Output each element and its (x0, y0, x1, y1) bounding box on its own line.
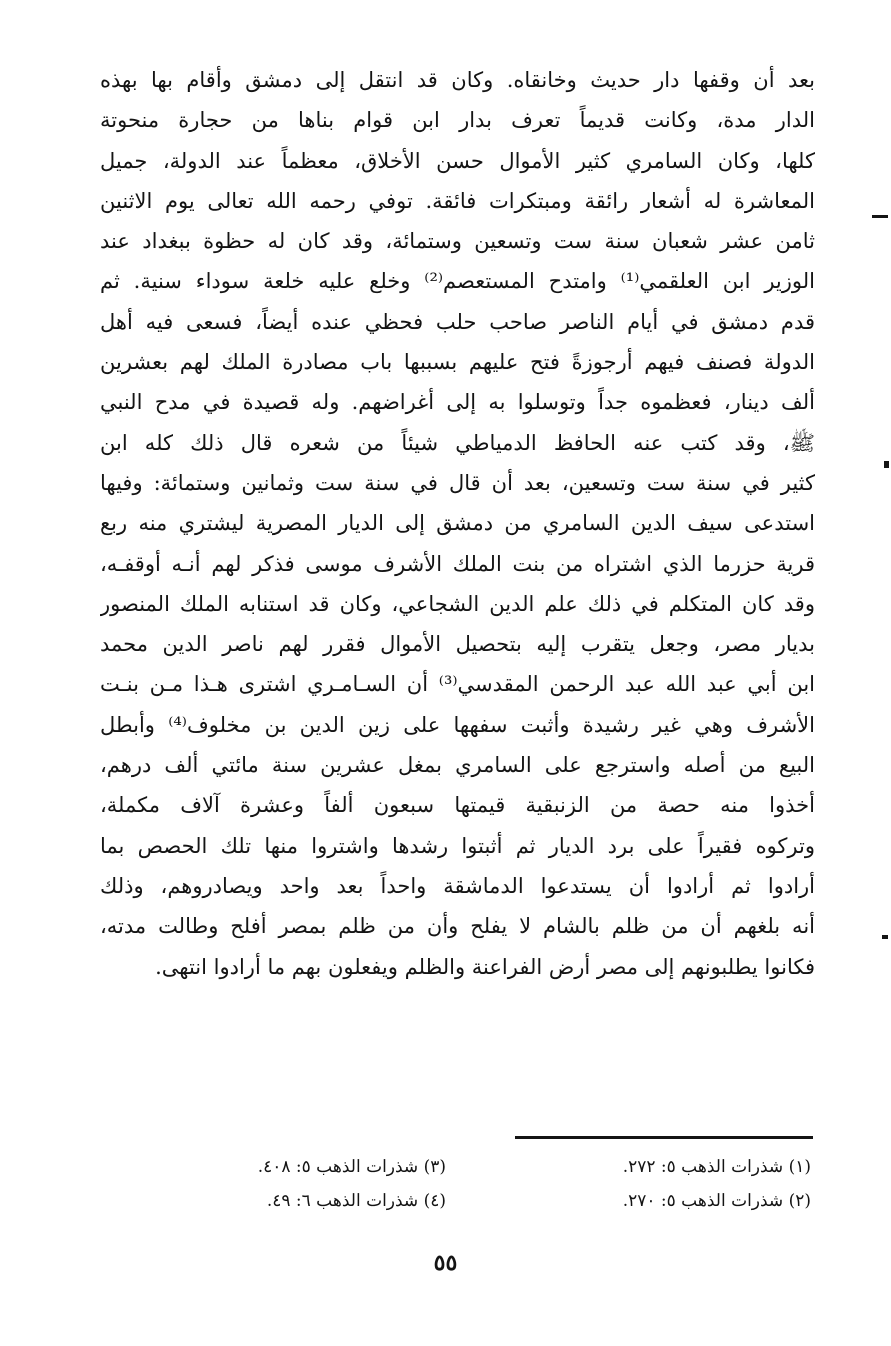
text-line: ابن أبي عبد الله عبد الرحمن المقدسي⁽³⁾ أن السـامـري اشترى هـذا مـن بنـت (100, 672, 815, 697)
footnote-separator (515, 1136, 813, 1139)
text-line: بديار مصر، وجعل يتقرب إليه بتحصيل الأموال فقرر لهم ناصر الدين محمد (100, 632, 815, 657)
margin-mark (882, 935, 888, 939)
text-line: وقد كان المتكلم في ذلك علم الدين الشجاعي، وكان قد استنابه الملك المنصور (100, 591, 815, 616)
text-line: ثامن عشر شعبان سنة ست وتسعين وستمائة، وقد كان له حظوة ببغداد عند (100, 229, 815, 254)
text-line: المعاشرة له أشعار رائقة ومبتكرات فائقة. توفي رحمه الله تعالى يوم الاثنين (100, 188, 815, 213)
text-line: فكانوا يطلبونهم إلى مصر أرض الفراعنة والظلم ويفعلون بهم ما أرادوا انتهى. (155, 954, 815, 979)
text-line: أرادوا ثم أرادوا أن يستدعوا الدماشقة واحداً بعد واحد ويصادروهم، وذلك (100, 873, 815, 898)
margin-mark (884, 461, 889, 468)
text-line: قرية حزرما الذي اشتراه من بنت الملك الأشرف موسى فذكر لهم أنـه أوقفـه، (100, 551, 815, 576)
footnote-2: (٢) شذرات الذهب ٥: ٢٧٠. (622, 1191, 811, 1211)
text-line: وتركوه فقيراً على برد الديار ثم أثبتوا رشدها واشتروا منها تلك الحصص بما (100, 833, 815, 858)
text-line: كلها، وكان السامري كثير الأموال حسن الأخلاق، معظماً عند الدولة، جميل (100, 148, 815, 173)
footnote-3: (٣) شذرات الذهب ٥: ٤٠٨. (257, 1157, 446, 1177)
text-line: ألف دينار، فعظموه جداً وتوسلوا به إلى أغراضهم. وله قصيدة في مدح النبي (100, 390, 815, 415)
footnote-1: (١) شذرات الذهب ٥: ٢٧٢. (622, 1157, 811, 1177)
margin-mark (872, 215, 888, 218)
footnotes-column-left (186, 1150, 446, 1218)
text-line: الدولة فصنف فيهم أرجوزةً فتح عليهم بسببها باب مصادرة الملك لهم بعشرين (100, 350, 815, 375)
text-line: أخذوا منه حصة من الزنبقية قيمتها سبعون ألفاً وعشرة آلاف مكملة، (100, 793, 815, 818)
footnote-4: (٤) شذرات الذهب ٦: ٤٩. (266, 1191, 446, 1211)
text-line: قدم دمشق في أيام الناصر صاحب حلب فحظي عنده أيضاً، فسعى فيه أهل (100, 309, 815, 334)
text-line: البيع من أصله واسترجع على السامري بمغل عشرين سنة مائتي ألف درهم، (100, 753, 815, 778)
text-line: الدار مدة، وكانت قديماً تعرف بدار ابن قوام بناها من حجارة منحوتة (100, 108, 815, 133)
text-line: كثير في سنة ست وتسعين، بعد أن قال في سنة ست وثمانين وستمائة: وفيها (100, 470, 815, 495)
text-line: بعد أن وقفها دار حديث وخانقاه. وكان قد انتقل إلى دمشق وأقام بها بهذه (100, 68, 815, 92)
text-line: أنه بلغهم أن من ظلم بالشام لا يفلح وأن من ظلم بمصر أفلح وطالت مدته، (100, 914, 815, 939)
main-text-block (100, 60, 815, 987)
footnotes-column-right (511, 1150, 811, 1218)
text-line: الوزير ابن العلقمي⁽¹⁾ وامتدح المستعصم⁽²⁾ وخلع عليه خلعة سوداء سنية. ثم (100, 269, 815, 294)
text-line: استدعى سيف الدين السامري من دمشق إلى الديار المصرية ليشتري منه ربع (100, 511, 815, 536)
text-line: الأشرف وهي غير رشيدة وأثبت سفهها على زين الدين بن مخلوف⁽⁴⁾ وأبطل (100, 712, 815, 737)
text-line: ﷺ، وقد كتب عنه الحافظ الدمياطي شيئاً من شعره قال ذلك كله ابن (100, 430, 815, 455)
page-number: ٥٥ (433, 1250, 458, 1276)
